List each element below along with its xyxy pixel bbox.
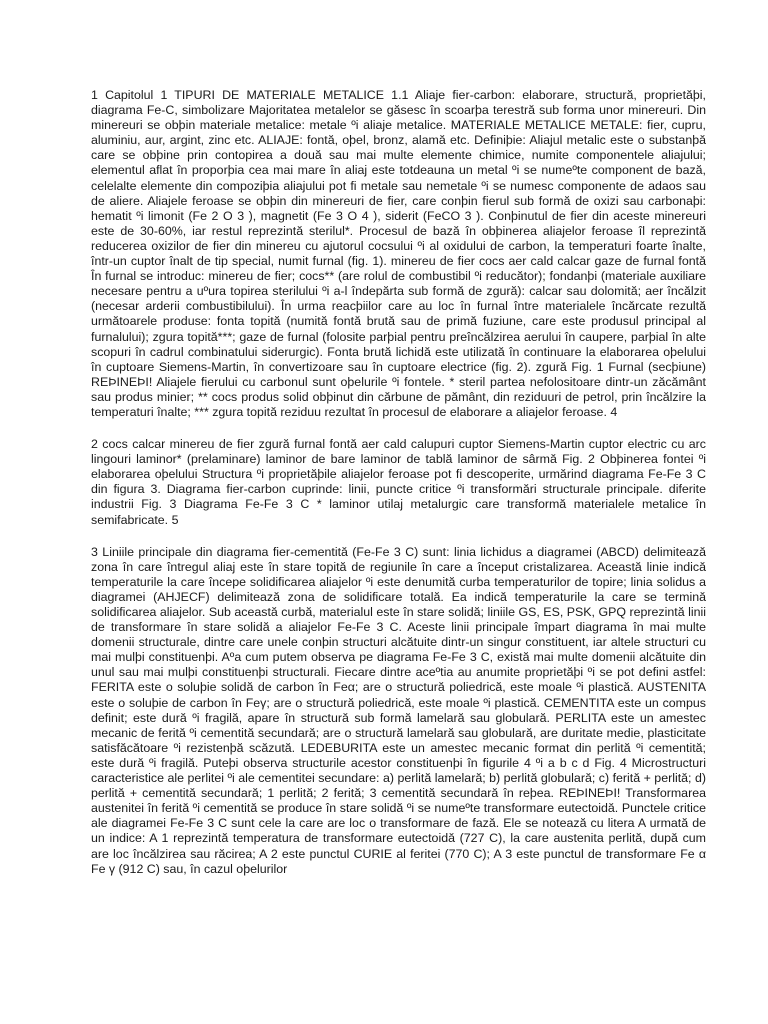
paragraph-page-1: 1 Capitolul 1 TIPURI DE MATERIALE METALICE 1.1 Aliaje fier-carbon: elaborare, structură, proprietăþi, diagrama Fe-C, simbolizare Majoritatea metalelor se găsesc în scoarþa terestră sub forma unor minereuri. Din minereuri se obþin materiale metalice: metale ºi aliaje metalice. MATERIALE METALICE METALE: fier, cupru, aluminiu, aur, argint, zinc etc. ALIAJE: fontă, oþel, bronz, alamă etc. Definiþie: Aliajul metalic este o substanþă care se obþine prin contopirea a două sau mai multe elemente chimice, numite componentele aliajului; elementul aflat în proporþia cea mai mare în aliaj este totdeauna un metal ºi se numeºte component de bază, celelalte elemente din compoziþia aliajului pot fi metale sau nemetale ºi se numesc componente de adaos sau de aliere. Aliajele feroase se obþin din minereuri de fier, care conþin fierul sub formă de oxizi sau carbonaþi: hematit ºi limonit (Fe 2 O 3 ), magnetit (Fe 3 O 4 ), siderit (FeCO 3 ). Conþinutul de fier din aceste minereuri este de 30-60%, iar restul reprezintă sterilul*. Procesul de bază în obþinerea aliajelor feroase îl reprezintă reducerea oxizilor de fier din minereu cu ajutorul cocsului ºi al oxidului de carbon, la temperaturi foarte înalte, într-un cuptor înalt de tip special, numit furnal (fig. 1). minereu de fier cocs aer cald calcar gaze de furnal fontă În furnal se introduc: minereu de fier; cocs** (are rolul de combustibil ºi reducător); fondanþi (materiale auxiliare necesare pentru a uºura topirea sterilului ºi a-l îndepărta sub formă de zgură): calcar sau dolomită; aer încălzit (necesar arderii combustibilului). În urma reacþiilor care au loc în furnal între materialele încărcate rezultă următoarele produse: fonta topită (numită fontă brută sau de primă fuziune, care este produsul principal al furnalului); zgura topită***; gaze de furnal (folosite parþial pentru preîncălzirea aerului în caupere, parþial în alte scopuri în cadrul combinatului siderurgic). Fonta brută lichidă este utilizată în continuare la elaborarea oþelului în cuptoare Siemens-Martin, în convertizoare sau în cuptoare electrice (fig. 2). zgură Fig. 1 Furnal (secþiune) REÞINEÞI! Aliajele fierului cu carbonul sunt oþelurile ºi fontele. * steril partea nefolositoare dintr-un zăcământ sau produs minier; ** cocs produs solid obþinut din cărbune de pământ, din reziduuri de petrol, prin încălzire la temperaturi înalte; *** zgura topită reziduu rezultat în procesul de elaborare a aliajelor feroase. 4: [91, 88, 706, 419]
paragraph-page-3: 3 Liniile principale din diagrama fier-cementită (Fe-Fe 3 C) sunt: linia lichidus a diagramei (ABCD) delimitează zona în care întregul aliaj este în stare topită de regiunile în care a început cristalizarea. Această linie indică temperaturile la care începe solidificarea aliajelor ºi este denumită curba temperaturilor de topire; linia solidus a diagramei (AHJECF) delimitează zona de solidificare totală. Ea indică temperaturile la care se termină solidificarea aliajelor. Sub această curbă, materialul este în stare solidă; liniile GS, ES, PSK, GPQ reprezintă linii de transformare în stare solidă a aliajelor Fe-Fe 3 C. Aceste linii principale împart diagrama în mai multe domenii structurale, dintre care unele conþin structuri alcătuite dintr-un singur constituent, iar altele structuri cu mai mulþi constituenþi. Aºa cum putem observa pe diagrama Fe-Fe 3 C, există mai multe domenii alcătuite din unul sau mai mulþi constituenþi structurali. Fiecare dintre aceºtia au anumite proprietăþi ºi se pot defini astfel: FERITA este o soluþie solidă de carbon în Feα; are o structură poliedrică, este moale ºi plastică. AUSTENITA este o soluþie de carbon în Feγ; are o structură poliedrică, este moale ºi plastică. CEMENTITA este un compus definit; este dură ºi fragilă, apare în structură sub formă lamelară sau globulară. PERLITA este un amestec mecanic de ferită ºi cementită secundară; are o structură lamelară sau globulară, are duritate medie, plasticitate satisfăcătoare ºi rezistenþă scăzută. LEDEBURITA este un amestec mecanic format din perlită ºi cementită; este dură ºi fragilă. Puteþi observa structurile acestor constituenþi în figurile 4 ºi a b c d Fig. 4 Microstructuri caracteristice ale perlitei ºi ale cementitei secundare: a) perlită lamelară; b) perlită globulară; c) ferită + perlită; d) perlită + cementită secundară; 1 perlită; 2 ferită; 3 cementită secundară în reþea. REÞINEÞI! Transformarea austenitei în ferită ºi cementită se produce în stare solidă ºi se numeºte transformare eutectoidă. Punctele critice ale diagramei Fe-Fe 3 C sunt cele la care are loc o transformare de fază. Ele se notează cu litera A urmată de un indice: A 1 reprezintă temperatura de transformare eutectoidă (727 C), la care austenita perlită, după cum are loc încălzirea sau răcirea; A 2 este punctul CURIE al feritei (770 C); A 3 este punctul de transformare Fe α Fe γ (912 C) sau, în cazul oþelurilor: [91, 544, 706, 876]
paragraph-page-2: 2 cocs calcar minereu de fier zgură furnal fontă aer cald calupuri cuptor Siemens-Martin cuptor electric cu arc lingouri laminor* (prelaminare) laminor de bare laminor de tablă laminor de sârmă Fig. 2 Obþinerea fontei ºi elaborarea oþelului Structura ºi proprietăþile aliajelor feroase pot fi descoperite, urmărind diagrama Fe-Fe 3 C din figura 3. Diagrama fier-carbon cuprinde: linii, puncte critice ºi transformări structurale principale. diferite industrii Fig. 3 Diagrama Fe-Fe 3 C * laminor utilaj metalurgic care transformă materialele metalice în semifabricate. 5: [91, 437, 706, 527]
document-page: [91, 88, 706, 877]
